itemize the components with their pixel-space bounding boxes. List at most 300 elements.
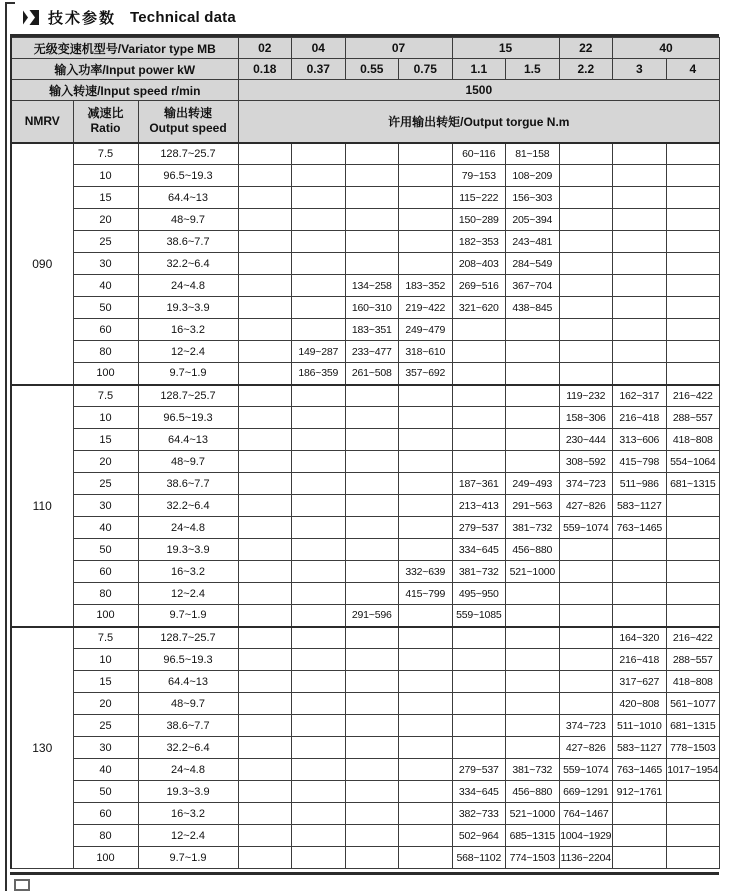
ratio-cell: 20 — [73, 451, 138, 473]
torque-cell — [238, 539, 292, 561]
ratio-cell: 30 — [73, 253, 138, 275]
output-torque-header: 许用输出转矩/Output torgue N.m — [238, 101, 720, 143]
torque-cell — [238, 759, 292, 781]
torque-cell — [666, 825, 720, 847]
data-row — [11, 253, 720, 275]
torque-cell — [506, 671, 560, 693]
torque-cell: 415~798 — [613, 451, 667, 473]
input-power-cell: 0.18 — [238, 59, 292, 80]
output-speed-cell: 64.4~13 — [138, 671, 238, 693]
torque-cell: 81~158 — [506, 143, 560, 165]
torque-cell: 115~222 — [452, 187, 506, 209]
output-speed-cell: 24~4.8 — [138, 275, 238, 297]
torque-cell — [399, 209, 453, 231]
output-speed-cell: 38.6~7.7 — [138, 715, 238, 737]
torque-cell: 164~320 — [613, 627, 667, 649]
torque-cell: 291~596 — [345, 605, 399, 627]
torque-cell: 521~1000 — [506, 561, 560, 583]
torque-cell — [292, 803, 346, 825]
data-row — [11, 671, 720, 693]
data-row — [11, 407, 720, 429]
ratio-cell: 7.5 — [73, 143, 138, 165]
data-row — [11, 803, 720, 825]
torque-cell — [666, 363, 720, 385]
data-row — [11, 451, 720, 473]
torque-cell — [666, 847, 720, 869]
torque-cell: 219~422 — [399, 297, 453, 319]
ratio-cell: 40 — [73, 759, 138, 781]
variator-type-cell: 22 — [559, 38, 613, 59]
data-row — [11, 539, 720, 561]
output-speed-cell: 64.4~13 — [138, 429, 238, 451]
data-row — [11, 209, 720, 231]
torque-cell — [292, 561, 346, 583]
torque-cell: 374~723 — [559, 715, 613, 737]
torque-cell: 158~306 — [559, 407, 613, 429]
torque-cell — [666, 583, 720, 605]
page-edge-frame — [5, 2, 15, 891]
torque-cell — [666, 143, 720, 165]
torque-cell — [452, 363, 506, 385]
torque-cell: 156~303 — [506, 187, 560, 209]
output-speed-cell: 48~9.7 — [138, 209, 238, 231]
ratio-cell: 100 — [73, 847, 138, 869]
output-speed-cell: 38.6~7.7 — [138, 231, 238, 253]
data-row — [11, 605, 720, 627]
torque-cell: 321~620 — [452, 297, 506, 319]
torque-cell — [292, 473, 346, 495]
torque-cell — [238, 297, 292, 319]
torque-cell: 160~310 — [345, 297, 399, 319]
torque-cell — [613, 187, 667, 209]
input-power-cell: 4 — [666, 59, 720, 80]
torque-cell — [452, 319, 506, 341]
torque-cell — [613, 363, 667, 385]
output-speed-cell: 96.5~19.3 — [138, 165, 238, 187]
data-row — [11, 363, 720, 385]
torque-cell — [399, 429, 453, 451]
torque-cell — [613, 605, 667, 627]
torque-cell: 186~359 — [292, 363, 346, 385]
torque-cell: 334~645 — [452, 781, 506, 803]
data-row — [11, 187, 720, 209]
torque-cell — [292, 539, 346, 561]
torque-cell — [238, 429, 292, 451]
torque-cell: 60~116 — [452, 143, 506, 165]
torque-cell: 150~289 — [452, 209, 506, 231]
torque-cell — [559, 231, 613, 253]
ratio-cell: 100 — [73, 363, 138, 385]
torque-cell — [345, 253, 399, 275]
torque-cell — [345, 649, 399, 671]
torque-cell — [292, 847, 346, 869]
technical-data-table — [10, 37, 720, 869]
input-power-cell: 0.37 — [292, 59, 346, 80]
torque-cell: 291~563 — [506, 495, 560, 517]
data-row — [11, 715, 720, 737]
torque-cell: 415~799 — [399, 583, 453, 605]
ratio-cell: 15 — [73, 671, 138, 693]
torque-cell — [292, 209, 346, 231]
torque-cell — [345, 759, 399, 781]
torque-cell — [399, 143, 453, 165]
input-power-cell: 3 — [613, 59, 667, 80]
torque-cell: 162~317 — [613, 385, 667, 407]
torque-cell: 213~413 — [452, 495, 506, 517]
torque-cell: 418~808 — [666, 671, 720, 693]
torque-cell — [238, 737, 292, 759]
torque-cell — [345, 781, 399, 803]
input-power-label: 输入功率/Input power kW — [11, 59, 238, 80]
fast-forward-icon — [22, 10, 40, 25]
output-speed-cell: 38.6~7.7 — [138, 473, 238, 495]
data-row — [11, 825, 720, 847]
torque-cell: 243~481 — [506, 231, 560, 253]
torque-cell — [452, 385, 506, 407]
torque-cell: 317~627 — [613, 671, 667, 693]
torque-cell — [666, 561, 720, 583]
torque-cell — [399, 231, 453, 253]
torque-cell — [238, 847, 292, 869]
variator-type-cell: 04 — [292, 38, 346, 59]
output-speed-header-en: Output speed — [149, 121, 227, 136]
data-row — [11, 847, 720, 869]
data-row — [11, 759, 720, 781]
torque-cell — [613, 297, 667, 319]
torque-cell — [238, 275, 292, 297]
torque-cell: 308~592 — [559, 451, 613, 473]
torque-cell: 381~732 — [506, 517, 560, 539]
torque-cell — [292, 781, 346, 803]
torque-cell: 233~477 — [345, 341, 399, 363]
torque-cell: 511~1010 — [613, 715, 667, 737]
data-row — [11, 627, 720, 649]
catalog-page — [10, 0, 719, 891]
torque-cell — [506, 605, 560, 627]
torque-cell: 249~479 — [399, 319, 453, 341]
torque-cell — [238, 561, 292, 583]
torque-cell: 559~1085 — [452, 605, 506, 627]
output-speed-cell: 32.2~6.4 — [138, 495, 238, 517]
torque-cell: 1017~1954 — [666, 759, 720, 781]
ratio-cell: 7.5 — [73, 385, 138, 407]
output-speed-cell: 9.7~1.9 — [138, 847, 238, 869]
torque-cell — [399, 693, 453, 715]
torque-cell: 381~732 — [452, 561, 506, 583]
torque-cell — [613, 341, 667, 363]
data-row — [11, 429, 720, 451]
page-title-zh: 技术参数 — [48, 9, 117, 27]
input-speed-value: 1500 — [238, 80, 720, 101]
output-speed-cell: 12~2.4 — [138, 825, 238, 847]
torque-cell — [345, 517, 399, 539]
torque-cell: 456~880 — [506, 781, 560, 803]
torque-cell: 261~508 — [345, 363, 399, 385]
torque-cell — [559, 649, 613, 671]
torque-cell: 134~258 — [345, 275, 399, 297]
input-power-cell: 0.75 — [399, 59, 453, 80]
input-power-cell: 1.5 — [506, 59, 560, 80]
torque-cell — [452, 693, 506, 715]
torque-cell: 374~723 — [559, 473, 613, 495]
torque-cell — [506, 693, 560, 715]
torque-cell — [399, 627, 453, 649]
output-speed-cell: 96.5~19.3 — [138, 649, 238, 671]
column-header-row — [11, 101, 720, 143]
torque-cell: 764~1467 — [559, 803, 613, 825]
torque-cell — [559, 693, 613, 715]
torque-cell — [238, 231, 292, 253]
data-row — [11, 385, 720, 407]
torque-cell — [345, 407, 399, 429]
torque-cell: 313~606 — [613, 429, 667, 451]
torque-cell — [345, 737, 399, 759]
torque-cell — [399, 671, 453, 693]
ratio-cell: 10 — [73, 407, 138, 429]
torque-cell: 495~950 — [452, 583, 506, 605]
torque-cell — [506, 583, 560, 605]
torque-cell — [292, 253, 346, 275]
torque-cell: 568~1102 — [452, 847, 506, 869]
torque-cell — [238, 209, 292, 231]
table-header — [11, 38, 720, 143]
output-speed-cell: 12~2.4 — [138, 583, 238, 605]
torque-cell — [399, 605, 453, 627]
torque-cell — [399, 715, 453, 737]
torque-cell — [292, 605, 346, 627]
torque-cell: 381~732 — [506, 759, 560, 781]
torque-cell: 279~537 — [452, 517, 506, 539]
torque-cell: 119~232 — [559, 385, 613, 407]
output-speed-column-header — [138, 101, 238, 143]
torque-cell — [613, 825, 667, 847]
data-row — [11, 495, 720, 517]
torque-cell: 502~964 — [452, 825, 506, 847]
ratio-cell: 40 — [73, 275, 138, 297]
torque-cell: 418~808 — [666, 429, 720, 451]
torque-cell — [399, 759, 453, 781]
torque-cell — [345, 847, 399, 869]
torque-cell — [559, 275, 613, 297]
torque-cell: 669~1291 — [559, 781, 613, 803]
torque-cell — [399, 187, 453, 209]
torque-cell — [399, 407, 453, 429]
ratio-column-header — [73, 101, 138, 143]
output-speed-cell: 9.7~1.9 — [138, 363, 238, 385]
ratio-cell: 10 — [73, 649, 138, 671]
ratio-header-zh: 减速比 — [87, 106, 124, 121]
torque-cell — [345, 825, 399, 847]
torque-cell — [559, 561, 613, 583]
page-title-en: Technical data — [130, 8, 236, 26]
torque-cell — [613, 143, 667, 165]
torque-cell: 182~353 — [452, 231, 506, 253]
ratio-cell: 60 — [73, 803, 138, 825]
torque-cell — [238, 715, 292, 737]
torque-cell — [666, 495, 720, 517]
torque-cell — [345, 187, 399, 209]
torque-cell — [238, 407, 292, 429]
ratio-cell: 50 — [73, 539, 138, 561]
ratio-cell: 15 — [73, 429, 138, 451]
variator-type-label: 无级变速机型号/Variator type MB — [11, 38, 238, 59]
data-row — [11, 517, 720, 539]
torque-cell: 367~704 — [506, 275, 560, 297]
torque-cell — [399, 737, 453, 759]
torque-cell — [559, 209, 613, 231]
torque-cell — [238, 451, 292, 473]
torque-cell — [559, 605, 613, 627]
input-power-cell: 1.1 — [452, 59, 506, 80]
torque-cell: 79~153 — [452, 165, 506, 187]
torque-cell — [345, 143, 399, 165]
input-speed-row — [11, 80, 720, 101]
ratio-cell: 80 — [73, 583, 138, 605]
torque-cell — [399, 473, 453, 495]
torque-cell — [238, 341, 292, 363]
ratio-cell: 20 — [73, 693, 138, 715]
torque-cell — [345, 473, 399, 495]
torque-cell: 269~516 — [452, 275, 506, 297]
torque-cell: 681~1315 — [666, 473, 720, 495]
torque-cell — [613, 539, 667, 561]
data-row — [11, 297, 720, 319]
torque-cell — [666, 165, 720, 187]
torque-cell: 205~394 — [506, 209, 560, 231]
torque-cell — [292, 165, 346, 187]
torque-cell — [613, 275, 667, 297]
torque-cell: 187~361 — [452, 473, 506, 495]
output-speed-cell: 128.7~25.7 — [138, 143, 238, 165]
torque-cell — [399, 825, 453, 847]
torque-cell: 427~826 — [559, 495, 613, 517]
torque-cell — [666, 605, 720, 627]
ratio-cell: 7.5 — [73, 627, 138, 649]
output-speed-cell: 32.2~6.4 — [138, 253, 238, 275]
torque-cell — [666, 253, 720, 275]
torque-cell: 183~352 — [399, 275, 453, 297]
torque-cell — [666, 517, 720, 539]
ratio-cell: 30 — [73, 737, 138, 759]
torque-cell: 763~1465 — [613, 759, 667, 781]
output-speed-cell: 96.5~19.3 — [138, 407, 238, 429]
torque-cell — [613, 319, 667, 341]
torque-cell — [399, 847, 453, 869]
torque-cell — [292, 231, 346, 253]
torque-cell: 559~1074 — [559, 517, 613, 539]
torque-cell — [452, 451, 506, 473]
torque-cell: 208~403 — [452, 253, 506, 275]
torque-cell — [345, 671, 399, 693]
ratio-cell: 40 — [73, 517, 138, 539]
torque-cell — [238, 627, 292, 649]
torque-cell — [559, 165, 613, 187]
torque-cell — [399, 539, 453, 561]
output-speed-cell: 16~3.2 — [138, 319, 238, 341]
ratio-cell: 15 — [73, 187, 138, 209]
variator-type-cell: 07 — [345, 38, 452, 59]
data-row — [11, 319, 720, 341]
output-speed-cell: 19.3~3.9 — [138, 539, 238, 561]
torque-cell — [613, 561, 667, 583]
torque-cell: 583~1127 — [613, 737, 667, 759]
torque-cell — [559, 583, 613, 605]
ratio-cell: 60 — [73, 319, 138, 341]
torque-cell: 1004~1929 — [559, 825, 613, 847]
output-speed-cell: 24~4.8 — [138, 759, 238, 781]
torque-cell — [613, 583, 667, 605]
torque-cell: 685~1315 — [506, 825, 560, 847]
torque-cell — [399, 451, 453, 473]
data-row — [11, 781, 720, 803]
ratio-cell: 60 — [73, 561, 138, 583]
torque-cell — [292, 297, 346, 319]
torque-cell — [559, 671, 613, 693]
torque-cell: 763~1465 — [613, 517, 667, 539]
torque-cell — [506, 715, 560, 737]
torque-cell — [345, 561, 399, 583]
torque-cell: 288~557 — [666, 407, 720, 429]
torque-cell — [452, 341, 506, 363]
torque-cell — [345, 429, 399, 451]
torque-cell — [345, 495, 399, 517]
data-row — [11, 649, 720, 671]
ratio-cell: 50 — [73, 297, 138, 319]
torque-cell — [292, 715, 346, 737]
data-row — [11, 473, 720, 495]
torque-cell — [666, 187, 720, 209]
torque-cell — [238, 385, 292, 407]
torque-cell — [666, 781, 720, 803]
torque-cell — [238, 803, 292, 825]
torque-cell — [559, 363, 613, 385]
torque-cell — [238, 363, 292, 385]
output-speed-header-zh: 输出转速 — [164, 106, 213, 121]
torque-cell: 1136~2204 — [559, 847, 613, 869]
torque-cell — [506, 385, 560, 407]
torque-cell — [345, 693, 399, 715]
torque-cell — [559, 297, 613, 319]
output-speed-cell: 19.3~3.9 — [138, 781, 238, 803]
torque-cell — [292, 385, 346, 407]
ratio-cell: 50 — [73, 781, 138, 803]
data-row — [11, 693, 720, 715]
torque-cell — [399, 517, 453, 539]
torque-cell — [506, 451, 560, 473]
torque-cell — [666, 803, 720, 825]
torque-cell — [238, 473, 292, 495]
torque-cell — [345, 627, 399, 649]
torque-cell — [345, 385, 399, 407]
torque-cell — [292, 583, 346, 605]
torque-cell: 583~1127 — [613, 495, 667, 517]
torque-cell — [238, 495, 292, 517]
torque-cell: 216~422 — [666, 385, 720, 407]
torque-cell — [238, 693, 292, 715]
ratio-cell: 25 — [73, 473, 138, 495]
input-power-cell: 2.2 — [559, 59, 613, 80]
torque-cell: 334~645 — [452, 539, 506, 561]
torque-cell — [238, 187, 292, 209]
torque-cell — [666, 539, 720, 561]
torque-cell — [292, 825, 346, 847]
torque-cell — [399, 649, 453, 671]
torque-cell — [452, 429, 506, 451]
output-speed-cell: 16~3.2 — [138, 561, 238, 583]
output-speed-cell: 19.3~3.9 — [138, 297, 238, 319]
output-speed-cell: 24~4.8 — [138, 517, 238, 539]
torque-cell — [666, 209, 720, 231]
